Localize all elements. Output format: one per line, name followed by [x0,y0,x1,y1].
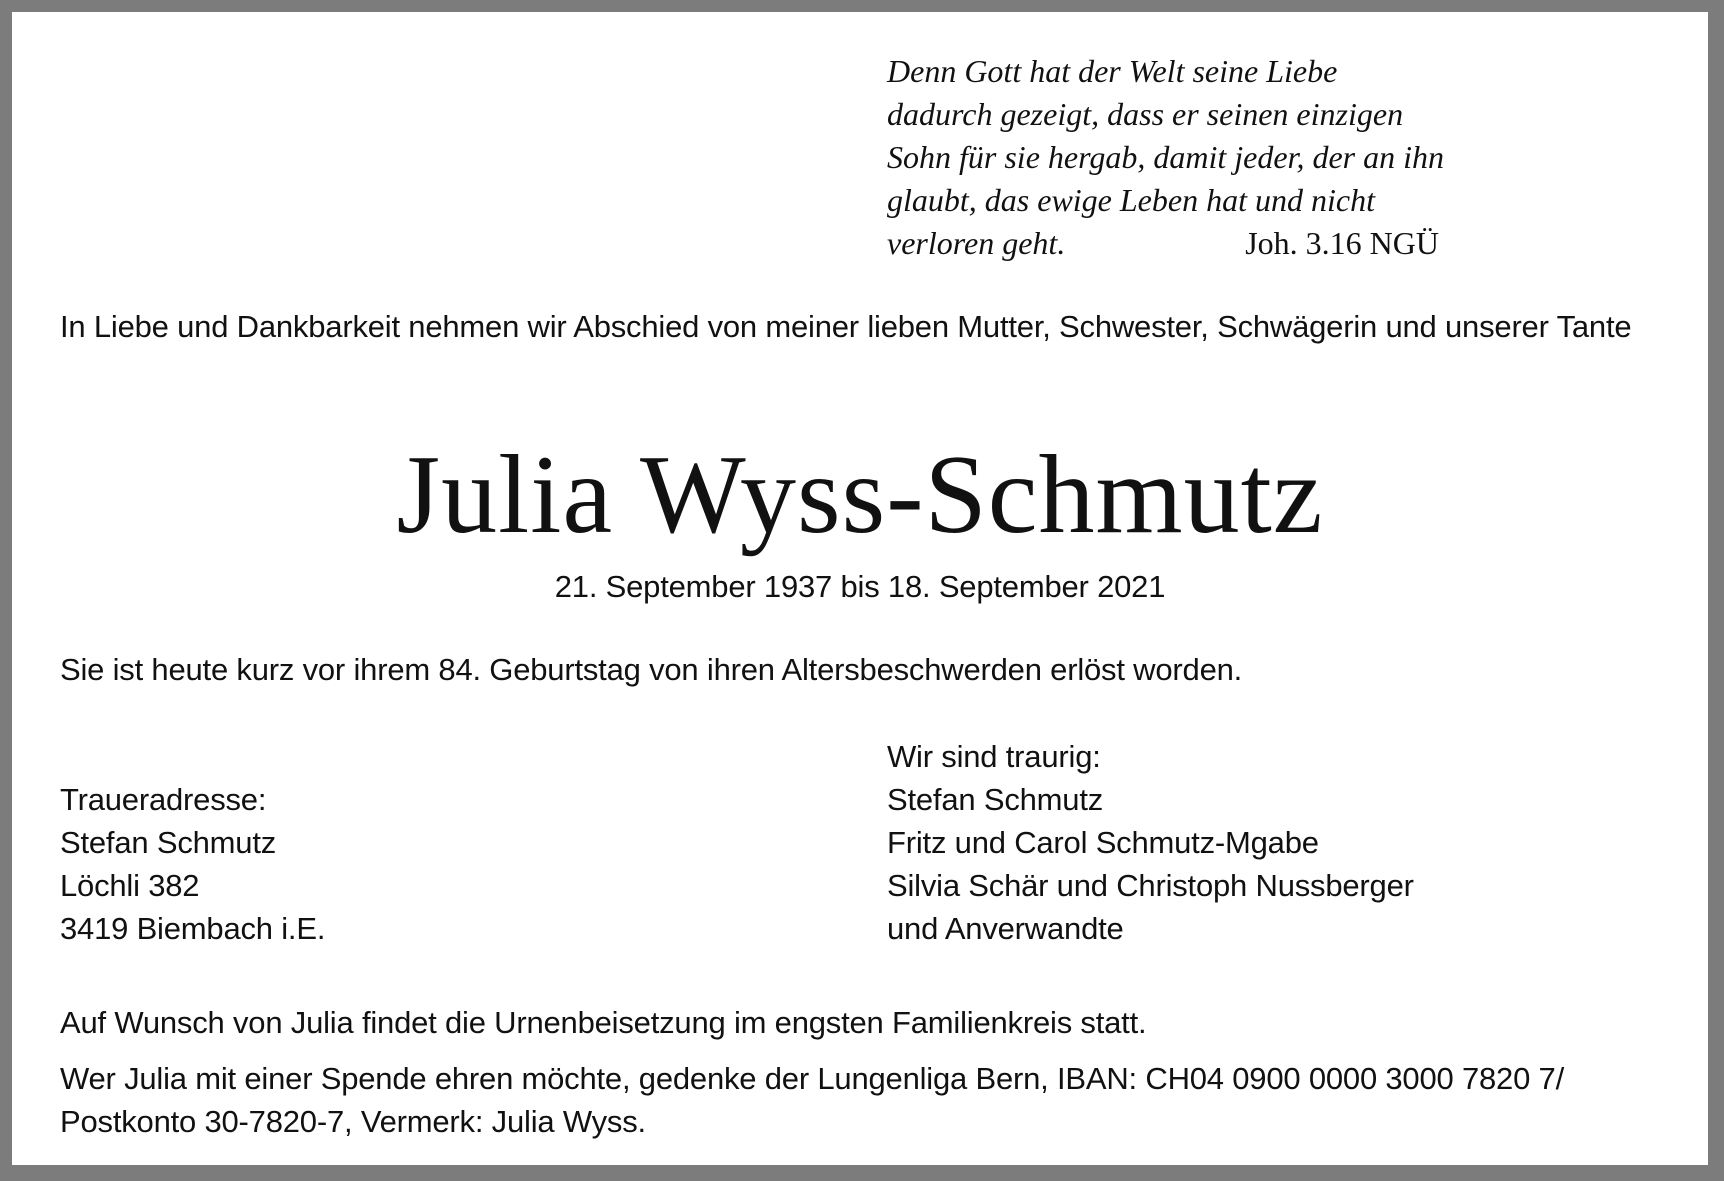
donation-line: Wer Julia mit einer Spende ehren möchte, gedenke der Lungenliga Bern, IBAN: CH04 0900 0000 3000 7820 7/ [60,1061,1565,1096]
intro-text: In Liebe und Dankbarkeit nehmen wir Abschied von meiner lieben Mutter, Schwester, Schwägerin und unserer Tante [60,309,1632,344]
verse-reference: Joh. 3.16 NGÜ [1245,225,1439,261]
verse-line: glaubt, das ewige Leben hat und nicht [887,182,1375,218]
verse-line: dadurch gezeigt, dass er seinen einzigen [887,96,1404,132]
address-city: 3419 Biembach i.E. [60,911,326,946]
verse-line: Denn Gott hat der Welt seine Liebe [887,53,1338,89]
donation-line: Postkonto 30-7820-7, Vermerk: Julia Wyss. [60,1104,646,1139]
mourning-address [60,778,325,950]
mourner-name: Fritz und Carol Schmutz-Mgabe [887,825,1319,860]
mourner-name: und Anverwandte [887,911,1124,946]
mourner-name: Stefan Schmutz [887,782,1104,817]
donation-note [60,1057,1680,1143]
deceased-name: Julia Wyss-Schmutz [396,433,1324,557]
obituary-notice [12,12,1708,1165]
burial-note: Auf Wunsch von Julia findet die Urnenbeisetzung im engsten Familienkreis statt. [60,1005,1147,1040]
verse-line: verloren geht. [887,225,1066,261]
life-dates: 21. September 1937 bis 18. September 2021 [554,569,1166,604]
verse-line: Sohn für sie hergab, damit jeder, der an ihn [887,139,1444,175]
mourners-list [887,735,1414,950]
mourners-label: Wir sind traurig: [887,739,1101,774]
address-name: Stefan Schmutz [60,825,277,860]
bible-verse [887,50,1507,265]
address-label: Traueradresse: [60,782,267,817]
address-street: Löchli 382 [60,868,200,903]
passing-statement: Sie ist heute kurz vor ihrem 84. Geburtstag von ihren Altersbeschwerden erlöst worden. [60,652,1243,687]
mourner-name: Silvia Schär und Christoph Nussberger [887,868,1414,903]
